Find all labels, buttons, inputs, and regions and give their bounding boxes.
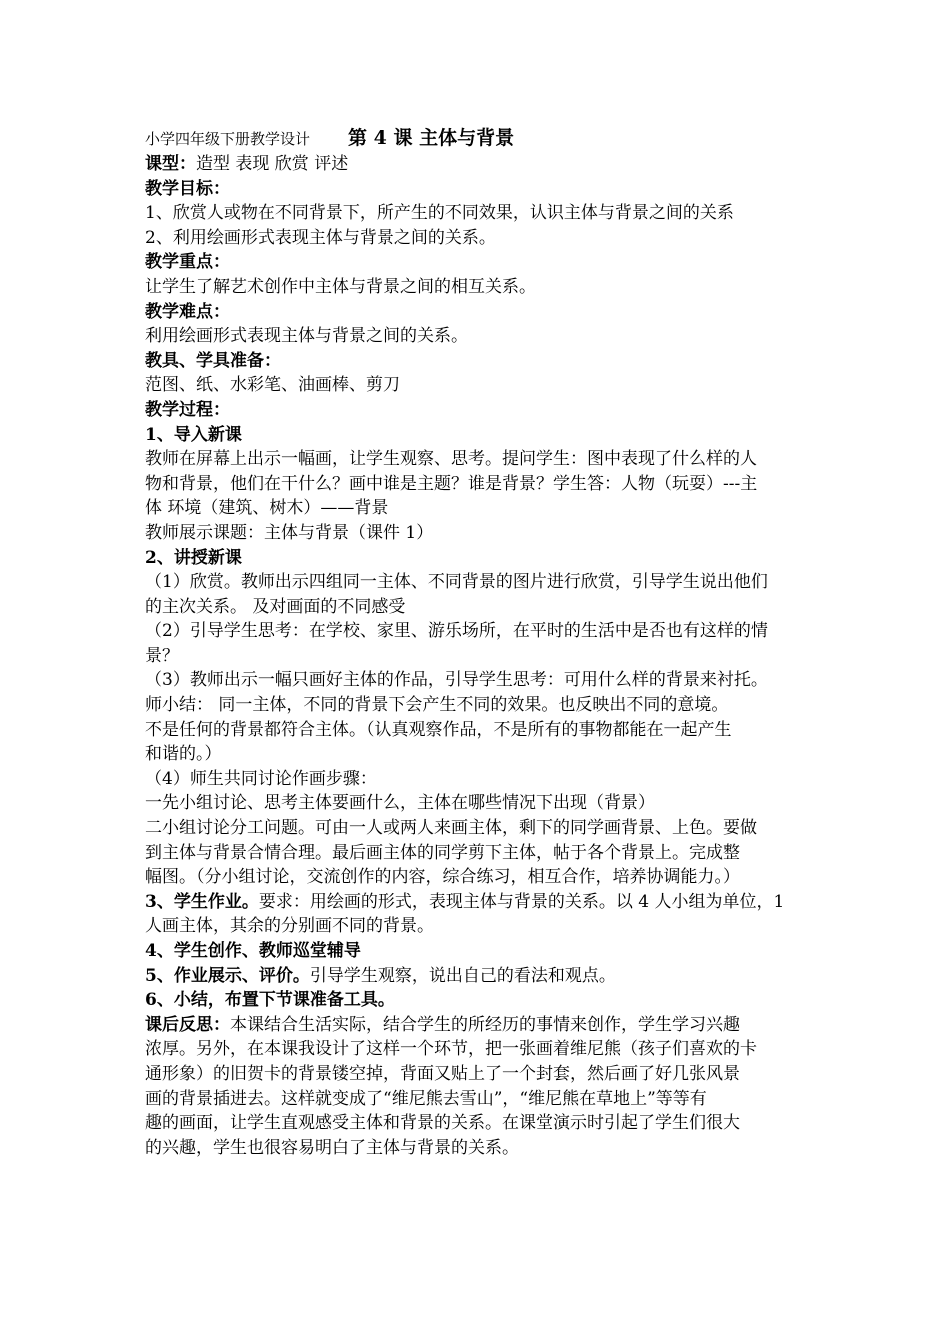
step2-line: （2）引导学生思考：在学校、家里、游乐场所，在平时的生活中是否也有这样的情 bbox=[145, 621, 768, 642]
step3-line bbox=[145, 890, 810, 915]
reflection-line bbox=[145, 1013, 810, 1038]
step2-line: 的主次关系。 及对画面的不同感受 bbox=[145, 596, 406, 617]
step2-line: 景？ bbox=[145, 645, 179, 666]
reflection-text: 本课结合生活实际，结合学生的所经历的事情来创作，学生学习兴趣 bbox=[230, 1014, 740, 1035]
goal-item: 1、欣赏人或物在不同背景下，所产生的不同效果，认识主体与背景之间的关系 bbox=[145, 203, 734, 224]
step2-line: 幅图。（分小组讨论，交流创作的内容，综合练习，相互合作，培养协调能力。） bbox=[145, 867, 740, 888]
step4-heading: 4、学生创作、教师巡堂辅导 bbox=[145, 941, 361, 961]
step3-line: 人画主体，其余的分别画不同的背景。 bbox=[145, 916, 434, 937]
step2-line: （1）欣赏。教师出示四组同一主体、不同背景的图片进行欣赏，引导学生说出他们 bbox=[145, 572, 768, 593]
step1-line: 教师在屏幕上出示一幅画，让学生观察、思考。提问学生：图中表现了什么样的人 bbox=[145, 449, 757, 470]
step2-line: 不是任何的背景都符合主体。（认真观察作品，不是所有的事物都能在一起产生 bbox=[145, 719, 732, 740]
step5-text: 引导学生观察，说出自己的看法和观点。 bbox=[309, 965, 616, 986]
materials-text: 范图、纸、水彩笔、油画棒、剪刀 bbox=[145, 375, 400, 396]
reflection-heading: 课后反思： bbox=[145, 1014, 230, 1035]
lesson-type-label: 课型： bbox=[145, 154, 196, 174]
step5-heading: 5、作业展示、评价。 bbox=[145, 965, 310, 986]
reflection-line: 趣的画面，让学生直观感受主体和背景的关系。在课堂演示时引起了学生们很大 bbox=[145, 1113, 740, 1134]
step3-text: 要求：用绘画的形式，表现主体与背景的关系。以 4 人小组为单位，1 bbox=[258, 891, 785, 912]
header-row bbox=[145, 124, 810, 152]
step6-heading: 6、小结，布置下节课准备工具。 bbox=[145, 990, 395, 1011]
step2-line: 一先小组讨论、思考主体要画什么，主体在哪些情况下出现（背景） bbox=[145, 793, 655, 814]
lesson-type-text: 造型 表现 欣赏 评述 bbox=[196, 154, 349, 174]
lesson-type-line bbox=[145, 152, 810, 177]
key-points-heading: 教学重点： bbox=[145, 252, 230, 273]
step3-heading: 3、学生作业。 bbox=[145, 891, 259, 912]
reflection-line: 浓厚。另外，在本课我设计了这样一个环节，把一张画着维尼熊（孩子们喜欢的卡 bbox=[145, 1039, 757, 1060]
difficulty-heading: 教学难点： bbox=[145, 301, 230, 322]
reflection-line: 画的背景插进去。这样就变成了“维尼熊去雪山”，“维尼熊在草地上”等等有 bbox=[145, 1088, 707, 1109]
step2-line: 和谐的。） bbox=[145, 744, 222, 765]
step2-line: （3）教师出示一幅只画好主体的作品，引导学生思考：可用什么样的背景来衬托。 bbox=[145, 670, 768, 691]
difficulty-text: 利用绘画形式表现主体与背景之间的关系。 bbox=[145, 326, 468, 347]
step2-line: 师小结： 同一主体，不同的背景下会产生不同的效果。也反映出不同的意境。 bbox=[145, 695, 729, 716]
step2-heading: 2、讲授新课 bbox=[145, 547, 242, 568]
step5-line bbox=[145, 964, 810, 989]
step2-line: 到主体与背景合情合理。最后画主体的同学剪下主体，帖于各个背景上。完成整 bbox=[145, 842, 740, 863]
step2-line: （4）师生共同讨论作画步骤： bbox=[145, 768, 377, 789]
goal-item: 2、利用绘画形式表现主体与背景之间的关系。 bbox=[145, 227, 496, 248]
goals-heading: 教学目标： bbox=[145, 178, 230, 199]
document-title: 第 4 课 主体与背景 bbox=[348, 127, 515, 149]
step1-heading: 1、导入新课 bbox=[145, 424, 242, 445]
document-page bbox=[145, 124, 810, 1160]
step2-line: 二小组讨论分工问题。可由一人或两人来画主体，剩下的同学画背景、上色。要做 bbox=[145, 818, 757, 839]
reflection-line: 通形象）的旧贺卡的背景镂空掉，背面又贴上了一个封套，然后画了好几张风景 bbox=[145, 1063, 740, 1084]
step1-line: 教师展示课题：主体与背景（课件 1） bbox=[145, 522, 434, 543]
document-subtitle: 小学四年级下册教学设计 bbox=[145, 130, 311, 148]
key-points-text: 让学生了解艺术创作中主体与背景之间的相互关系。 bbox=[145, 276, 536, 297]
step1-line: 物和背景，他们在干什么？画中谁是主题？谁是背景？学生答：人物（玩耍）---主 bbox=[145, 473, 758, 494]
process-heading: 教学过程： bbox=[145, 399, 230, 420]
reflection-line: 的兴趣，学生也很容易明白了主体与背景的关系。 bbox=[145, 1137, 519, 1158]
step1-line: 体 环境（建筑、树木）——背景 bbox=[145, 498, 389, 519]
materials-heading: 教具、学具准备： bbox=[145, 350, 281, 371]
